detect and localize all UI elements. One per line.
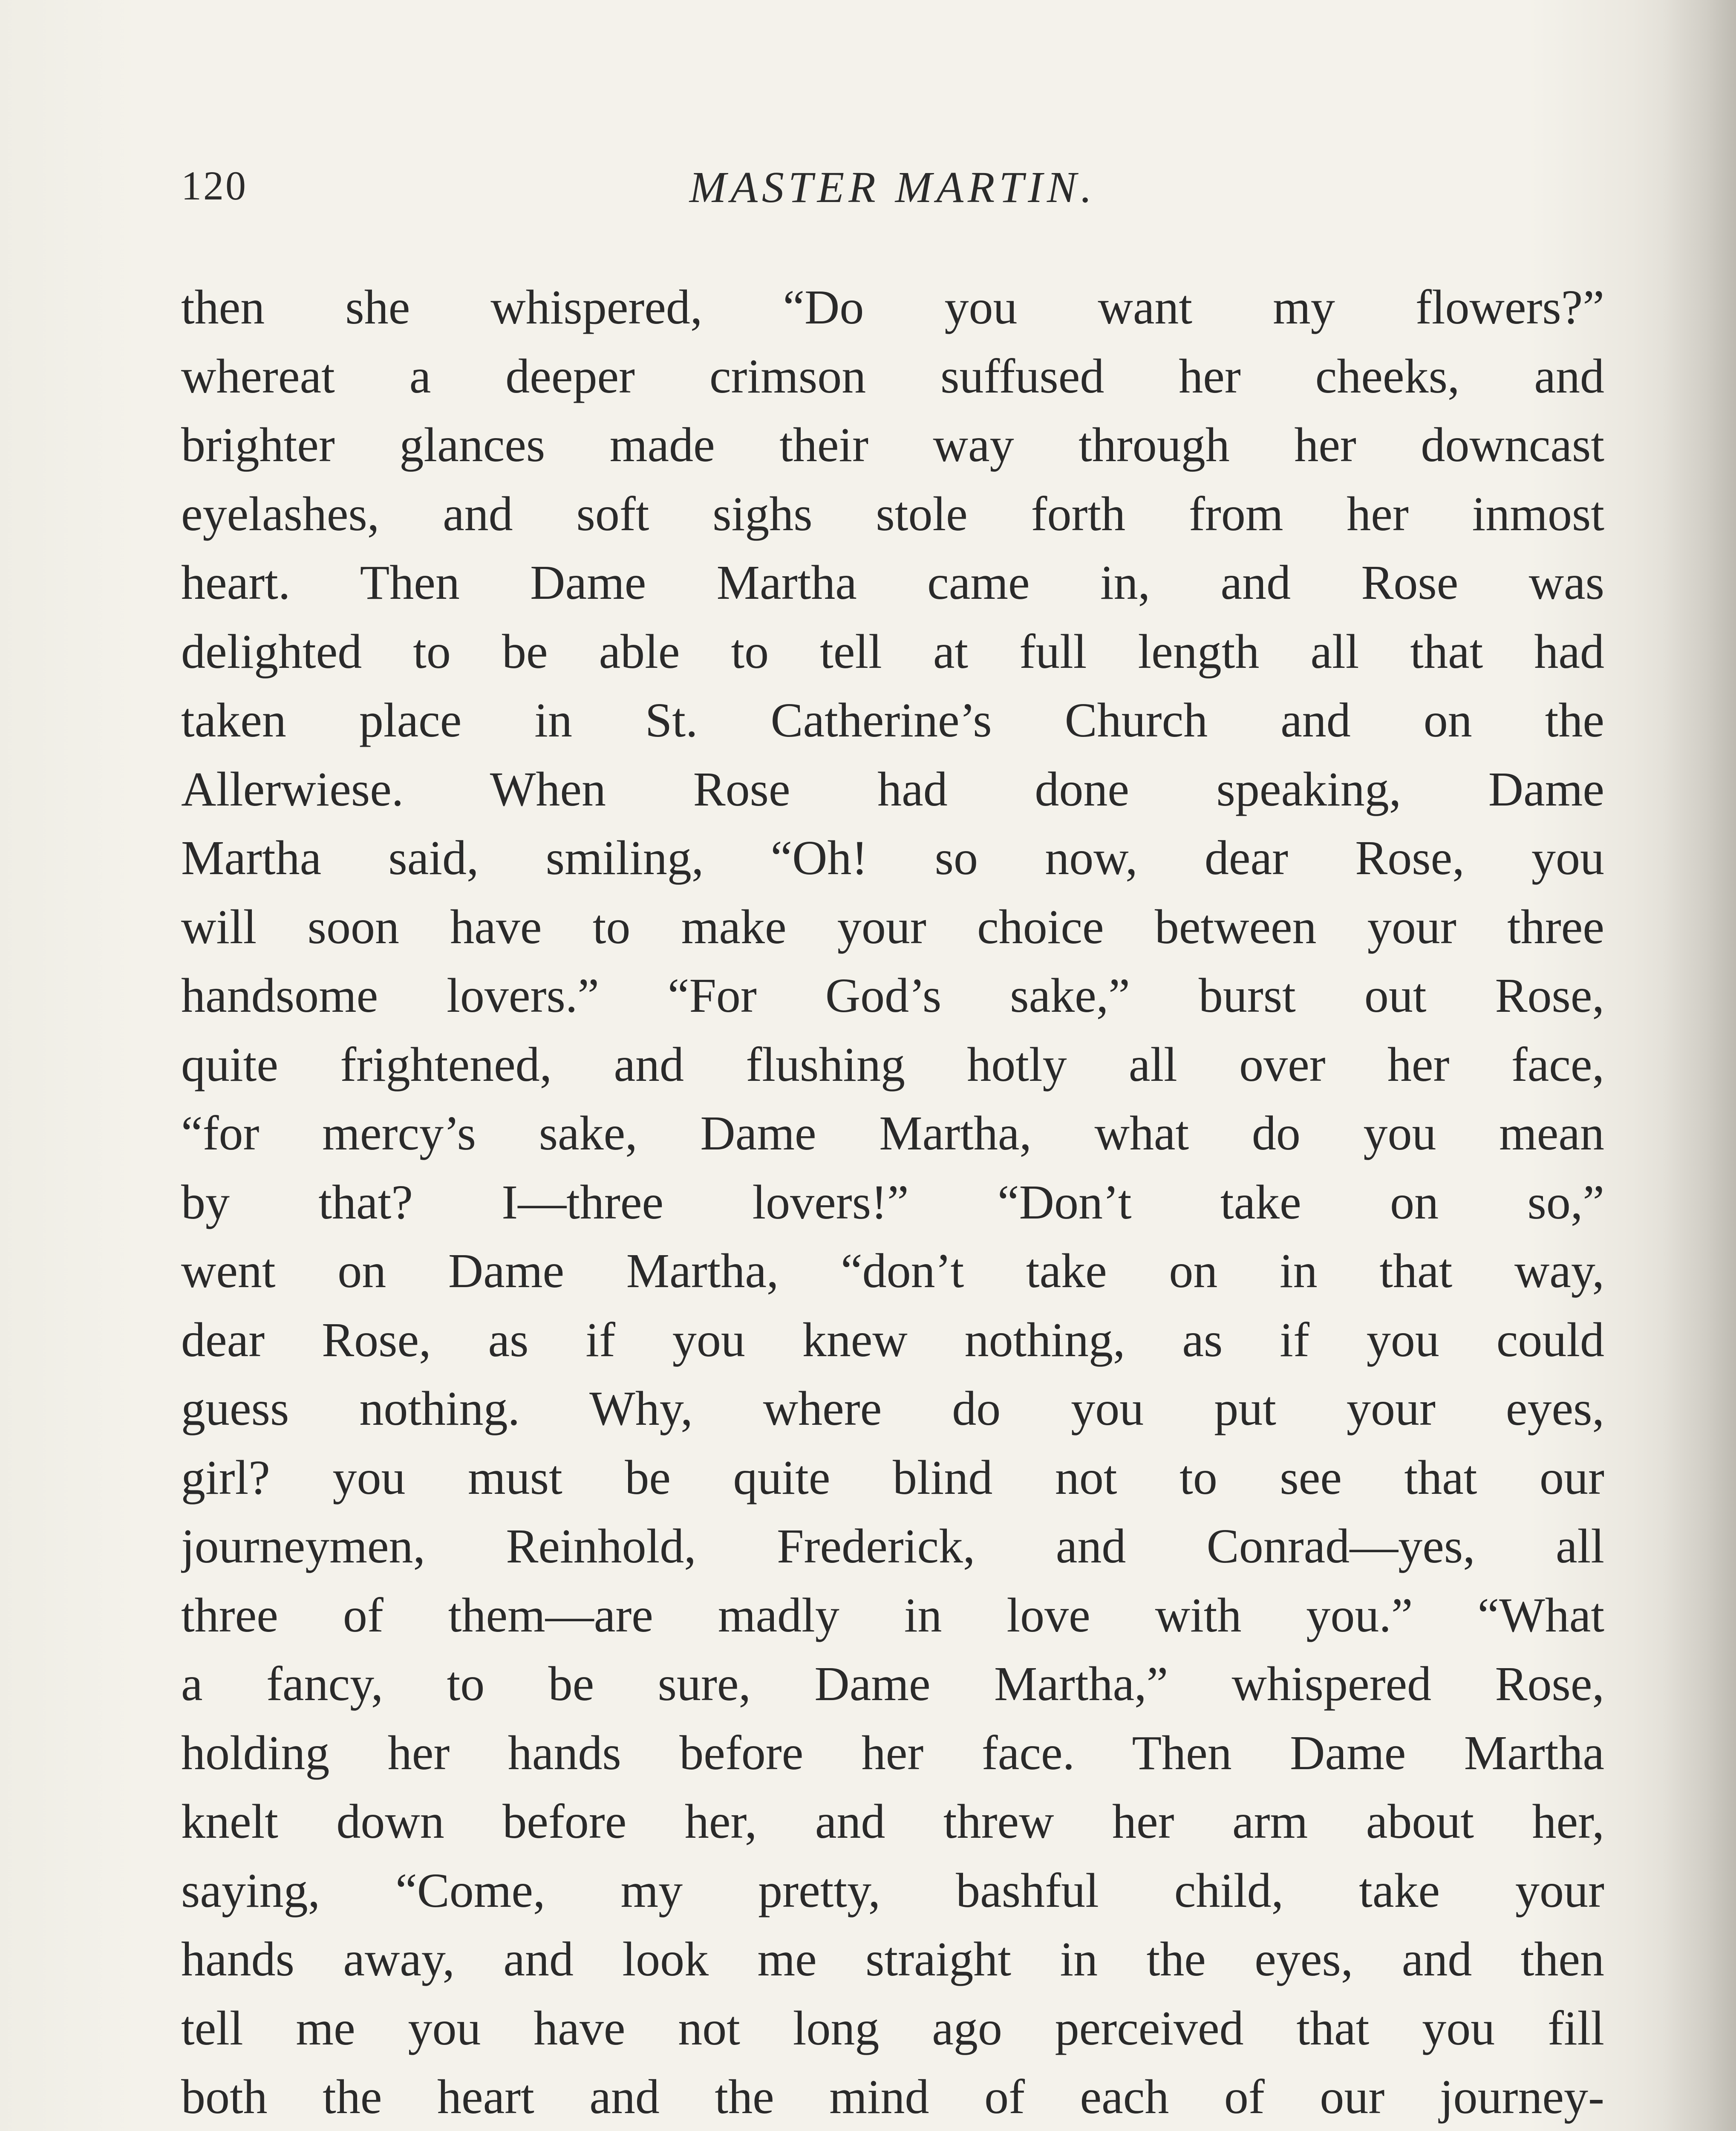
text-line: knelt down before her, and threw her arm about her, — [181, 1794, 1604, 1848]
running-head — [181, 162, 1604, 213]
text-line: quite frightened, and flushing hotly all over her face, — [181, 1037, 1604, 1091]
body-text — [181, 273, 1604, 2131]
text-line: girl? you must be quite blind not to see that our — [181, 1450, 1604, 1504]
text-line: a fancy, to be sure, Dame Martha,” whispered Rose, — [181, 1657, 1604, 1711]
text-line: guess nothing. Why, where do you put your eyes, — [181, 1381, 1604, 1435]
text-line: saying, “Come, my pretty, bashful child, take your — [181, 1863, 1604, 1917]
text-line: dear Rose, as if you knew nothing, as if you could — [181, 1312, 1604, 1367]
text-line: handsome lovers.” “For God’s sake,” burst out Rose, — [181, 968, 1604, 1022]
text-line: Allerwiese. When Rose had done speaking, Dame — [181, 762, 1604, 816]
text-line: delighted to be able to tell at full length all that had — [181, 624, 1604, 679]
text-line: whereat a deeper crimson suffused her cheeks, and — [181, 349, 1604, 403]
text-line: taken place in St. Catherine’s Church and on the — [181, 693, 1604, 747]
text-line: by that? I—three lovers!” “Don’t take on so,” — [181, 1175, 1604, 1229]
text-line: heart. Then Dame Martha came in, and Rose was — [181, 555, 1604, 609]
text-line: went on Dame Martha, “don’t take on in that way, — [181, 1244, 1604, 1298]
text-line: three of them—are madly in love with you.” “What — [181, 1588, 1604, 1642]
text-line: journeymen, Reinhold, Frederick, and Conrad—yes, all — [181, 1519, 1604, 1573]
text-line: eyelashes, and soft sighs stole forth from her inmost — [181, 486, 1604, 541]
text-line: hands away, and look me straight in the eyes, and then — [181, 1932, 1604, 1986]
running-title: MASTER MARTIN. — [689, 163, 1096, 212]
page-edge-shadow — [1664, 0, 1736, 2131]
text-line: “for mercy’s sake, Dame Martha, what do you mean — [181, 1106, 1604, 1160]
text-line: both the heart and the mind of each of our journey- — [181, 2070, 1604, 2124]
text-line: brighter glances made their way through her downcast — [181, 418, 1604, 472]
text-line: Martha said, smiling, “Oh! so now, dear Rose, you — [181, 831, 1604, 885]
text-line: tell me you have not long ago perceived that you fill — [181, 2001, 1604, 2055]
page-number: 120 — [181, 163, 248, 208]
text-line: then she whispered, “Do you want my flowers?” — [181, 280, 1604, 334]
text-line: will soon have to make your choice between your three — [181, 899, 1604, 954]
text-line: holding her hands before her face. Then Dame Martha — [181, 1725, 1604, 1780]
